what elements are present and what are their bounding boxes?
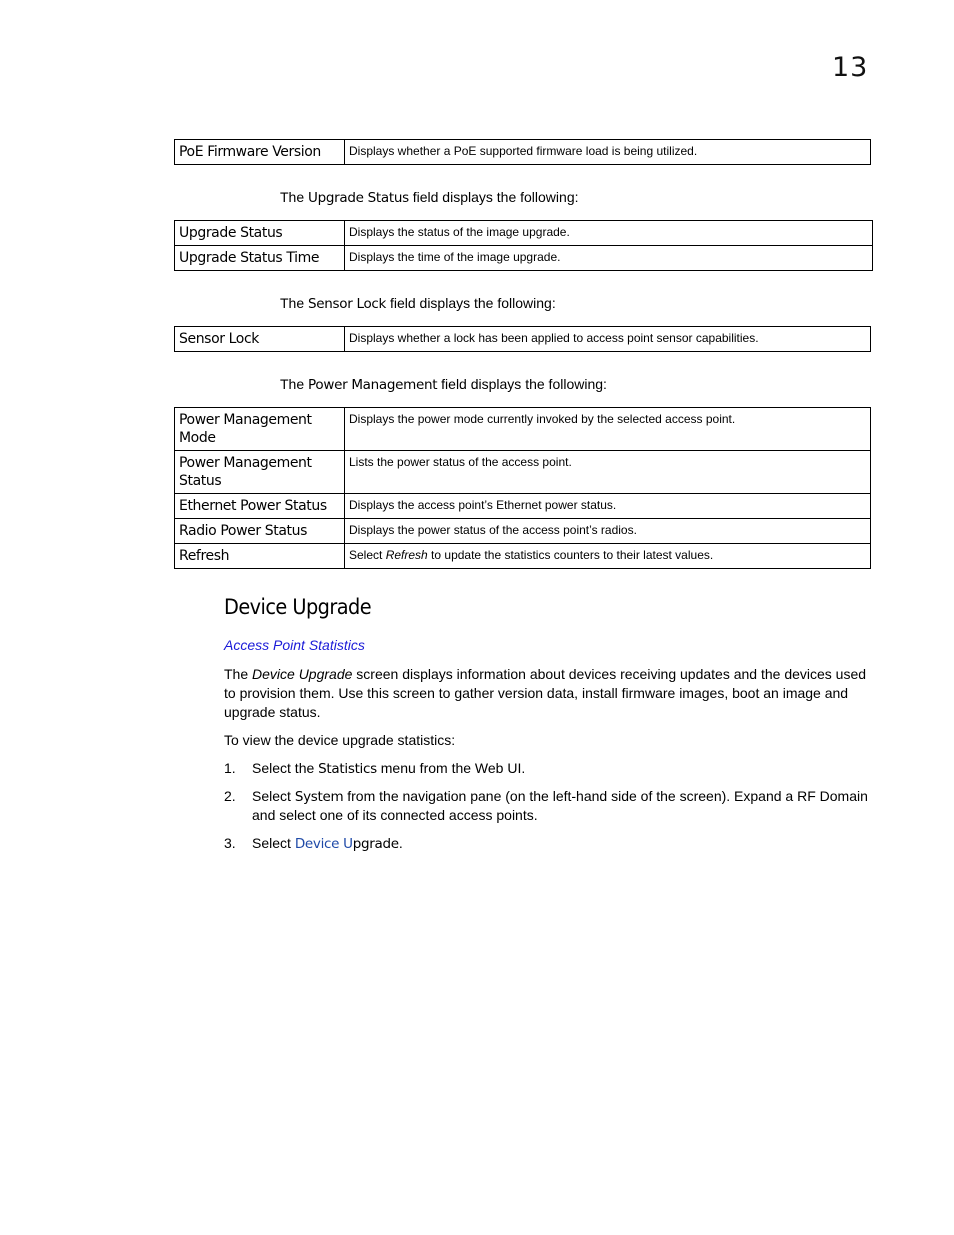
chapter-number: 13 bbox=[832, 52, 869, 83]
term-cell: Upgrade Status Time bbox=[175, 246, 345, 271]
intro-prefix: The bbox=[280, 189, 309, 205]
step-bold: pgrade bbox=[352, 836, 399, 852]
section-title: Device Upgrade bbox=[224, 595, 372, 619]
desc-cell: Lists the power status of the access point. bbox=[345, 451, 871, 494]
poe-table bbox=[174, 139, 871, 165]
intro-paragraph bbox=[224, 665, 869, 722]
step-suffix: . bbox=[398, 835, 403, 851]
desc-cell bbox=[345, 544, 871, 569]
table-row bbox=[175, 221, 873, 246]
desc-cell: Displays the power status of the access point’s radios. bbox=[345, 519, 871, 544]
intro-suffix: field displays the following: bbox=[408, 189, 579, 205]
step-number: 1. bbox=[224, 760, 236, 776]
intro-term: Sensor Lock bbox=[308, 296, 387, 312]
sensor-lock-table bbox=[174, 326, 871, 352]
desc-suffix: to update the statistics counters to their latest values. bbox=[427, 548, 714, 562]
desc-cell: Displays the status of the image upgrade. bbox=[345, 221, 873, 246]
step-suffix: from the navigation pane (on the left-hand side of the screen). Expand a RF Domain and select one of its connected access points. bbox=[252, 788, 868, 823]
desc-cell: Displays whether a lock has been applied to access point sensor capabilities. bbox=[345, 327, 871, 352]
term-cell: Upgrade Status bbox=[175, 221, 345, 246]
term-cell: Power Management Status bbox=[175, 451, 345, 494]
intro-term: Power Management bbox=[308, 377, 438, 393]
intro-prefix: The bbox=[280, 376, 309, 392]
table-row bbox=[175, 519, 871, 544]
step-prefix: Select bbox=[252, 835, 295, 851]
power-management-intro bbox=[280, 375, 607, 394]
table-row bbox=[175, 451, 871, 494]
desc-cell: Displays the time of the image upgrade. bbox=[345, 246, 873, 271]
intro-term: Upgrade Status bbox=[308, 190, 409, 206]
desc-cell: Displays the power mode currently invoked by the selected access point. bbox=[345, 408, 871, 451]
access-point-statistics-link[interactable]: Access Point Statistics bbox=[224, 637, 365, 653]
term-cell: Sensor Lock bbox=[175, 327, 345, 352]
step-bold: Statistics bbox=[318, 761, 377, 777]
term-cell: Ethernet Power Status bbox=[175, 494, 345, 519]
instruction-paragraph: To view the device upgrade statistics: bbox=[224, 732, 456, 748]
term-cell: PoE Firmware Version bbox=[175, 140, 345, 165]
step-text bbox=[252, 759, 869, 778]
step-text bbox=[252, 787, 869, 824]
step-prefix: Select bbox=[252, 788, 295, 804]
step-bold-blue: Device U bbox=[294, 836, 353, 852]
step-suffix: menu from the Web UI. bbox=[376, 760, 526, 776]
term-cell: Radio Power Status bbox=[175, 519, 345, 544]
list-item bbox=[224, 759, 869, 778]
power-management-table bbox=[174, 407, 871, 569]
upgrade-status-intro bbox=[280, 188, 579, 207]
intro-suffix: field displays the following: bbox=[386, 295, 556, 311]
step-prefix: Select the bbox=[252, 760, 319, 776]
table-row bbox=[175, 494, 871, 519]
desc-cell: Displays whether a PoE supported firmware load is being utilized. bbox=[345, 140, 871, 165]
table-row bbox=[175, 140, 871, 165]
table-row bbox=[175, 544, 871, 569]
step-number: 2. bbox=[224, 788, 236, 804]
desc-cell: Displays the access point’s Ethernet power status. bbox=[345, 494, 871, 519]
desc-italic: Refresh bbox=[385, 548, 428, 562]
step-text bbox=[252, 834, 869, 853]
step-bold: System bbox=[294, 789, 344, 805]
upgrade-status-table bbox=[174, 220, 873, 271]
para-prefix: The bbox=[224, 666, 253, 682]
table-row bbox=[175, 327, 871, 352]
term-cell: Power Management Mode bbox=[175, 408, 345, 451]
list-item bbox=[224, 834, 869, 853]
intro-prefix: The bbox=[280, 295, 309, 311]
table-row bbox=[175, 246, 873, 271]
term-cell: Refresh bbox=[175, 544, 345, 569]
desc-prefix: Select bbox=[349, 548, 386, 562]
sensor-lock-intro bbox=[280, 294, 556, 313]
list-item bbox=[224, 787, 869, 824]
step-number: 3. bbox=[224, 835, 236, 851]
table-row bbox=[175, 408, 871, 451]
intro-suffix: field displays the following: bbox=[437, 376, 607, 392]
para-suffix: screen displays information about devices receiving updates and the devices used to provision them. Use this screen to gather version data, install firmware images, boot an image and upgrade status. bbox=[224, 666, 867, 720]
para-italic: Device Upgrade bbox=[252, 666, 353, 682]
